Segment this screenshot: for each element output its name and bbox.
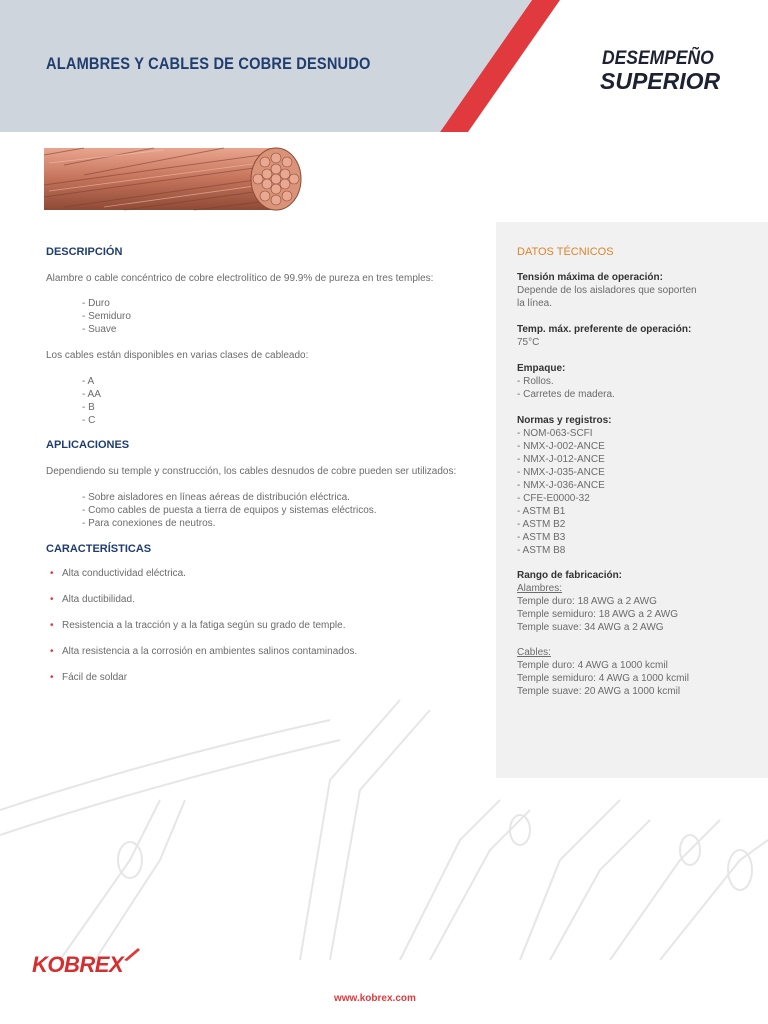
website-link[interactable]: www.kobrex.com (334, 993, 416, 1004)
normas-label: Normas y registros: (517, 415, 612, 426)
list-item: Temple duro: 4 AWG a 1000 kcmil (517, 660, 668, 671)
slogan-line2: SUPERIOR (600, 68, 721, 94)
list-item: - Carretes de madera. (517, 389, 615, 400)
list-item: Temple semiduro: 18 AWG a 2 AWG (517, 609, 678, 620)
tension-label: Tensión máxima de operación: (517, 272, 663, 283)
header-banner (0, 0, 768, 132)
bullet-icon: • (50, 568, 54, 579)
list-item: - NMX-J-012-ANCE (517, 454, 605, 465)
list-item: - Rollos. (517, 376, 554, 387)
rango-label: Rango de fabricación: (517, 570, 623, 581)
list-item: - NMX-J-036-ANCE (517, 480, 605, 491)
rango-block (517, 569, 678, 634)
list-item: • Alta ductibilidad. (50, 594, 135, 605)
logo-swoosh-icon (122, 946, 142, 962)
list-item: - Duro (82, 298, 110, 309)
list-item: • Alta resistencia a la corrosión en ambientes salinos contaminados. (50, 646, 358, 657)
copper-cable-image (44, 145, 306, 215)
list-item: - AA (82, 389, 101, 400)
list-item: - CFE-E0000-32 (517, 493, 590, 504)
temp-value: 75°C (517, 337, 540, 348)
empaque-label: Empaque: (517, 363, 566, 374)
alambres-label: Alambres: (517, 583, 563, 594)
list-item: - ASTM B2 (517, 519, 566, 530)
list-item: - Sobre aisladores en líneas aéreas de distribución eléctrica. (82, 492, 350, 503)
heading-aplicaciones: APLICACIONES (46, 439, 130, 451)
list-item: - NMX-J-002-ANCE (517, 441, 605, 452)
datos-tecnicos-title: DATOS TÉCNICOS (517, 246, 614, 258)
bullet-icon: • (50, 594, 54, 605)
heading-descripcion: DESCRIPCIÓN (46, 246, 123, 258)
tension-block (517, 271, 697, 310)
bullet-icon: • (50, 646, 54, 657)
temp-label: Temp. máx. preferente de operación: (517, 324, 692, 335)
heading-caracteristicas: CARACTERÍSTICAS (46, 543, 152, 555)
temp-block (517, 323, 691, 349)
caracteristicas-list (50, 568, 357, 698)
clases-list (82, 375, 101, 427)
list-item: - Como cables de puesta a tierra de equipos y sistemas eléctricos. (82, 505, 377, 516)
list-item: Temple suave: 34 AWG a 2 AWG (517, 622, 664, 633)
list-item: - C (82, 415, 96, 426)
aplicaciones-intro: Dependiendo su temple y construcción, los cables desnudos de cobre pueden ser utilizados: (46, 466, 457, 477)
tension-value: la línea. (517, 298, 553, 309)
bullet-icon: • (50, 620, 54, 631)
list-item: Temple duro: 18 AWG a 2 AWG (517, 596, 657, 607)
list-item: - A (82, 376, 95, 387)
list-item: • Fácil de soldar (50, 672, 128, 683)
cables-label: Cables: (517, 647, 551, 658)
descripcion-intro: Alambre o cable concéntrico de cobre electrolítico de 99.9% de pureza en tres temples: (46, 273, 434, 284)
cables-watermark (0, 660, 768, 960)
list-item: - Suave (82, 324, 117, 335)
aplicaciones-list (82, 491, 377, 530)
list-item: - Semiduro (82, 311, 131, 322)
list-item: - ASTM B3 (517, 532, 566, 543)
kobrex-logo: KOBREX (32, 952, 124, 977)
tension-value: Depende de los aisladores que soporten (517, 285, 697, 296)
list-item: - B (82, 402, 95, 413)
bullet-icon: • (50, 672, 54, 683)
list-item: Temple suave: 20 AWG a 1000 kcmil (517, 686, 681, 697)
list-item: - ASTM B8 (517, 545, 566, 556)
list-item: - NMX-J-035-ANCE (517, 467, 605, 478)
list-item: • Alta conductividad eléctrica. (50, 568, 186, 579)
normas-block (517, 414, 611, 557)
list-item: - NOM-063-SCFI (517, 428, 593, 439)
page-title: ALAMBRES Y CABLES DE COBRE DESNUDO (46, 54, 371, 73)
clases-intro: Los cables están disponibles en varias clases de cableado: (46, 350, 309, 361)
empaque-block (517, 362, 615, 401)
list-item: - Para conexiones de neutros. (82, 518, 216, 529)
slogan-line1: DESEMPEÑO (602, 48, 714, 69)
cables-block (517, 646, 689, 698)
list-item: - ASTM B1 (517, 506, 566, 517)
list-item: • Resistencia a la tracción y a la fatiga según su grado de temple. (50, 620, 346, 631)
list-item: Temple semiduro: 4 AWG a 1000 kcmil (517, 673, 689, 684)
temples-list (82, 297, 131, 336)
